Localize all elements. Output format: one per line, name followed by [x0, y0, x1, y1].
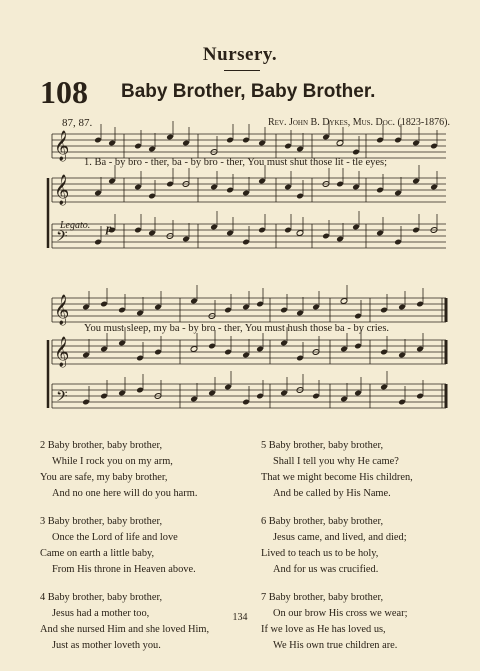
- verse-line: Once the Lord of life and love: [52, 532, 178, 543]
- verse-line: And for us was crucified.: [273, 564, 379, 575]
- verse-stanza: [40, 438, 209, 502]
- verse-line: Lived to teach us to be holy,: [261, 548, 379, 559]
- lyrics-system-1: 1. Ba - by bro - ther, ba - by bro - ther, You must shut those lit - tle eyes;: [84, 157, 388, 168]
- verse-line: That we might become His children,: [261, 472, 413, 483]
- verse-line: On our brow His cross we wear;: [273, 608, 408, 619]
- verse-line: Jesus came, and lived, and died;: [273, 532, 407, 543]
- verse-stanza: [40, 514, 209, 578]
- verse-line: From His throne in Heaven above.: [52, 564, 196, 575]
- expression-mark: Legato.: [60, 220, 91, 231]
- verse-line: We His own true children are.: [273, 640, 398, 651]
- treble-clef: 𝄞: [54, 295, 70, 325]
- page-number: 134: [232, 612, 248, 623]
- section-title: Nursery.: [202, 44, 278, 65]
- verse-line: 2 Baby brother, baby brother,: [40, 440, 163, 451]
- treble-clef: 𝄞: [54, 175, 70, 205]
- bass-clef: 𝄢: [56, 228, 68, 249]
- verse-stanza: [261, 438, 413, 502]
- treble-clef: 𝄞: [54, 337, 70, 367]
- verse-line: 4 Baby brother, baby brother,: [40, 592, 163, 603]
- hymn-number: 108: [40, 74, 88, 110]
- verse-line: Came on earth a little baby,: [40, 548, 155, 559]
- verse-line: And no one here will do you harm.: [52, 488, 198, 499]
- verse-line: And be called by His Name.: [273, 488, 391, 499]
- verse-line: And she nursed Him and she loved Him,: [40, 624, 210, 635]
- lyrics-system-2: You must sleep, my ba - by bro - ther, You must hush those ba - by cries.: [84, 323, 390, 334]
- verse-line: You are safe, my baby brother,: [40, 472, 168, 483]
- verse-line: If we love as He has loved us,: [261, 624, 386, 635]
- verse-line: 7 Baby brother, baby brother,: [261, 592, 384, 603]
- bass-clef: 𝄢: [56, 388, 68, 409]
- verse-line: 3 Baby brother, baby brother,: [40, 516, 163, 527]
- hymn-meter: 87, 87.: [62, 117, 93, 129]
- verse-line: 5 Baby brother, baby brother,: [261, 440, 384, 451]
- verse-column-right: [261, 438, 413, 666]
- verse-line: Jesus had a mother too,: [52, 608, 150, 619]
- treble-clef: 𝄞: [54, 131, 70, 161]
- dynamic-mark: p: [106, 221, 112, 235]
- hymn-composer: Rev. John B. Dykes, Mus. Doc. (1823-1876).: [267, 117, 450, 128]
- hymn-title: Baby Brother, Baby Brother.: [121, 81, 376, 102]
- verse-stanza: [261, 514, 413, 578]
- verse-line: While I rock you on my arm,: [52, 456, 173, 467]
- verse-line: Shall I tell you why He came?: [273, 456, 399, 467]
- verse-line: Just as mother loveth you.: [52, 640, 161, 651]
- verse-line: 6 Baby brother, baby brother,: [261, 516, 384, 527]
- verse-column-left: [40, 438, 209, 666]
